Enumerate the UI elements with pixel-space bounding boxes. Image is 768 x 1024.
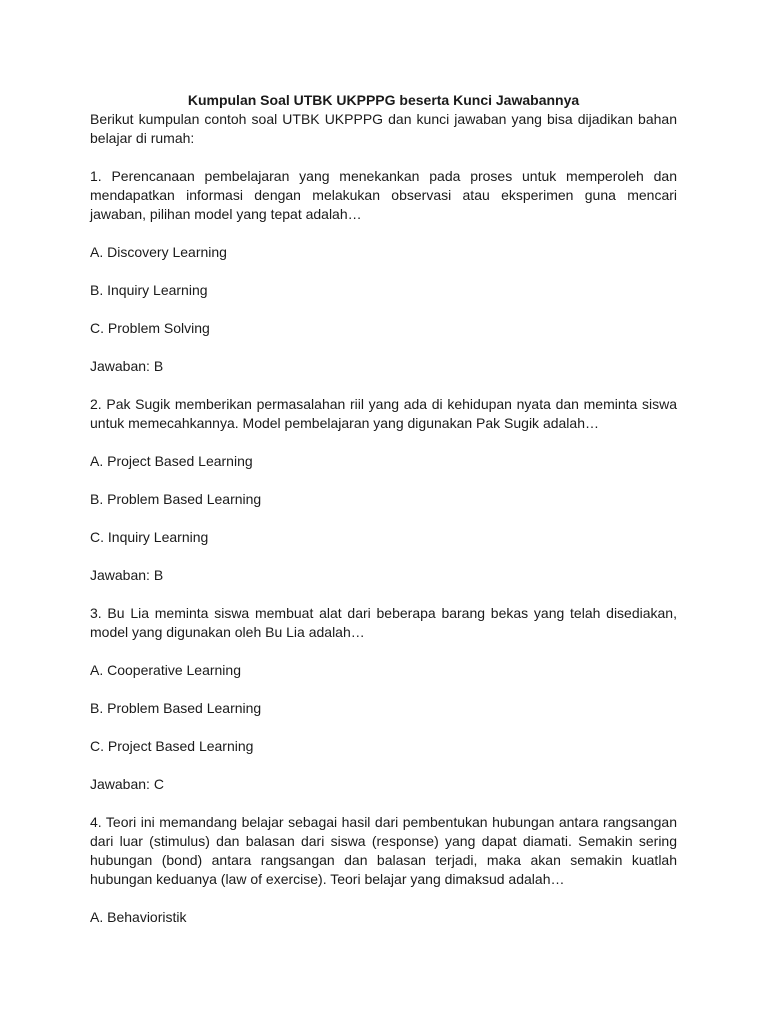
question-3-option-a: A. Cooperative Learning — [90, 662, 241, 678]
question-2-option-a: A. Project Based Learning — [90, 453, 253, 469]
question-3-option-b: B. Problem Based Learning — [90, 700, 262, 716]
question-1-option-c: C. Problem Solving — [90, 320, 210, 336]
question-1-answer: Jawaban: B — [90, 358, 164, 374]
document-title: Kumpulan Soal UTBK UKPPPG beserta Kunci Jawabannya — [187, 92, 580, 108]
question-2-answer: Jawaban: B — [90, 567, 164, 583]
question-4-option-a: A. Behavioristik — [90, 909, 187, 925]
question-3-text: 3. Bu Lia meminta siswa membuat alat dari beberapa barang bekas yang telah disediakan, model yang digunakan oleh Bu Lia adalah… — [90, 605, 677, 640]
question-4-text: 4. Teori ini memandang belajar sebagai hasil dari pembentukan hubungan antara rangsangan dari luar (stimulus) dan balasan dari siswa (response) yang dapat diamati. Semakin sering hubungan (bond) antara rangsangan dan balasan terjadi, maka akan semakin kuatlah hubungan keduanya (law of exercise). Teori belajar yang dimaksud adalah… — [90, 814, 677, 887]
question-3-answer: Jawaban: C — [90, 776, 164, 792]
question-1-option-b: B. Inquiry Learning — [90, 282, 208, 298]
question-1-text: 1. Perencanaan pembelajaran yang menekankan pada proses untuk memperoleh dan mendapatkan informasi dengan melakukan observasi atau eksperimen guna mencari jawaban, pilihan model yang tepat adalah… — [90, 168, 677, 222]
question-1-option-a: A. Discovery Learning — [90, 244, 227, 260]
question-3-option-c: C. Project Based Learning — [90, 738, 254, 754]
question-2-text: 2. Pak Sugik memberikan permasalahan riil yang ada di kehidupan nyata dan meminta siswa untuk memecahkannya. Model pembelajaran yang digunakan Pak Sugik adalah… — [90, 396, 677, 431]
intro-paragraph: Berikut kumpulan contoh soal UTBK UKPPPG dan kunci jawaban yang bisa dijadikan bahan belajar di rumah: — [90, 111, 677, 146]
document-body — [90, 91, 677, 927]
question-2-option-c: C. Inquiry Learning — [90, 529, 209, 545]
question-2-option-b: B. Problem Based Learning — [90, 491, 262, 507]
